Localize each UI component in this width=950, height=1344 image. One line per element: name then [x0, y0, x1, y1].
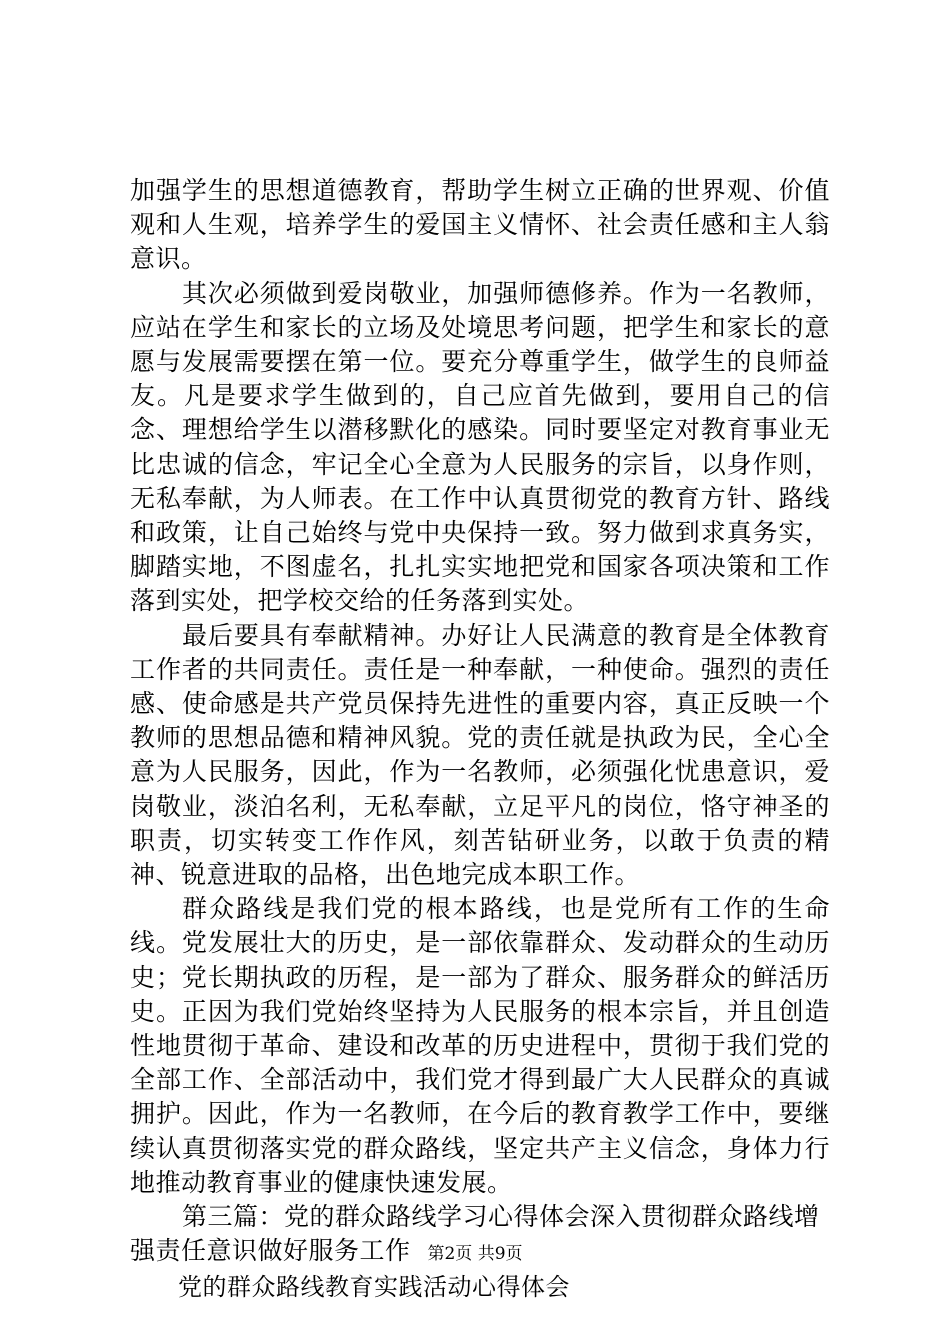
paragraph-devotion: 最后要具有奉献精神。办好让人民满意的教育是全体教育工作者的共同责任。责任是一种奉献，一种使命。强烈的责任感、使命感是共产党员保持先进性的重要内容，真正反映一个教师的思想品德和精神风貌。党的责任就是执政为民，全心全意为人民服务，因此，作为一名教师，必须强化忧患意识，爱岗敬业，淡泊名利，无私奉献，立足平凡的岗位，恪守神圣的职责，切实转变工作作风，刻苦钻研业务，以敢于负责的精神、锐意进取的品格，出色地完成本职工作。: [130, 620, 830, 890]
section-title: 第三篇：党的群众路线学习心得体会深入贯彻群众路线增强责任意识做好服务工作: [130, 1202, 820, 1266]
paragraph-dedication: 其次必须做到爱岗敬业，加强师德修养。作为一名教师，应站在学生和家长的立场及处境思考问题，把学生和家长的意愿与发展需要摆在第一位。要充分尊重学生，做学生的良师益友。凡是要求学生做到的，自己应首先做到，要用自己的信念、理想给学生以潜移默化的感染。同时要坚定对教育事业无比忠诚的信念，牢记全心全意为人民服务的宗旨，以身作则，无私奉献，为人师表。在工作中认真贯彻党的教育方针、路线和政策，让自己始终与党中央保持一致。努力做到求真务实，脚踏实地，不图虚名，扎扎实实地把党和国家各项决策和工作落到实处，把学校交给的任务落到实处。: [130, 278, 830, 616]
page-number-footer: 第2页 共9页: [427, 1244, 523, 1264]
paragraph-mass-line: 群众路线是我们党的根本路线，也是党所有工作的生命线。党发展壮大的历史，是一部依靠群众、发动群众的生动历史；党长期执政的历程，是一部为了群众、服务群众的鲜活历史。正因为我们党始终坚持为人民服务的根本宗旨，并且创造性地贯彻于革命、建设和改革的历史进程中，贯彻于我们党的全部工作、全部活动中，我们党才得到最广大人民群众的真诚拥护。因此，作为一名教师，在今后的教育教学工作中，要继续认真贯彻落实党的群众路线，坚定共产主义信念，身体力行地推动教育事业的健康快速发展。: [130, 894, 830, 1197]
section-subtitle: 党的群众路线教育实践活动心得体会: [178, 1272, 570, 1301]
paragraph-continuation: 加强学生的思想道德教育，帮助学生树立正确的世界观、价值观和人生观，培养学生的爱国主义情怀、社会责任感和主人翁意识。: [130, 176, 830, 274]
document-body: [130, 174, 830, 1305]
